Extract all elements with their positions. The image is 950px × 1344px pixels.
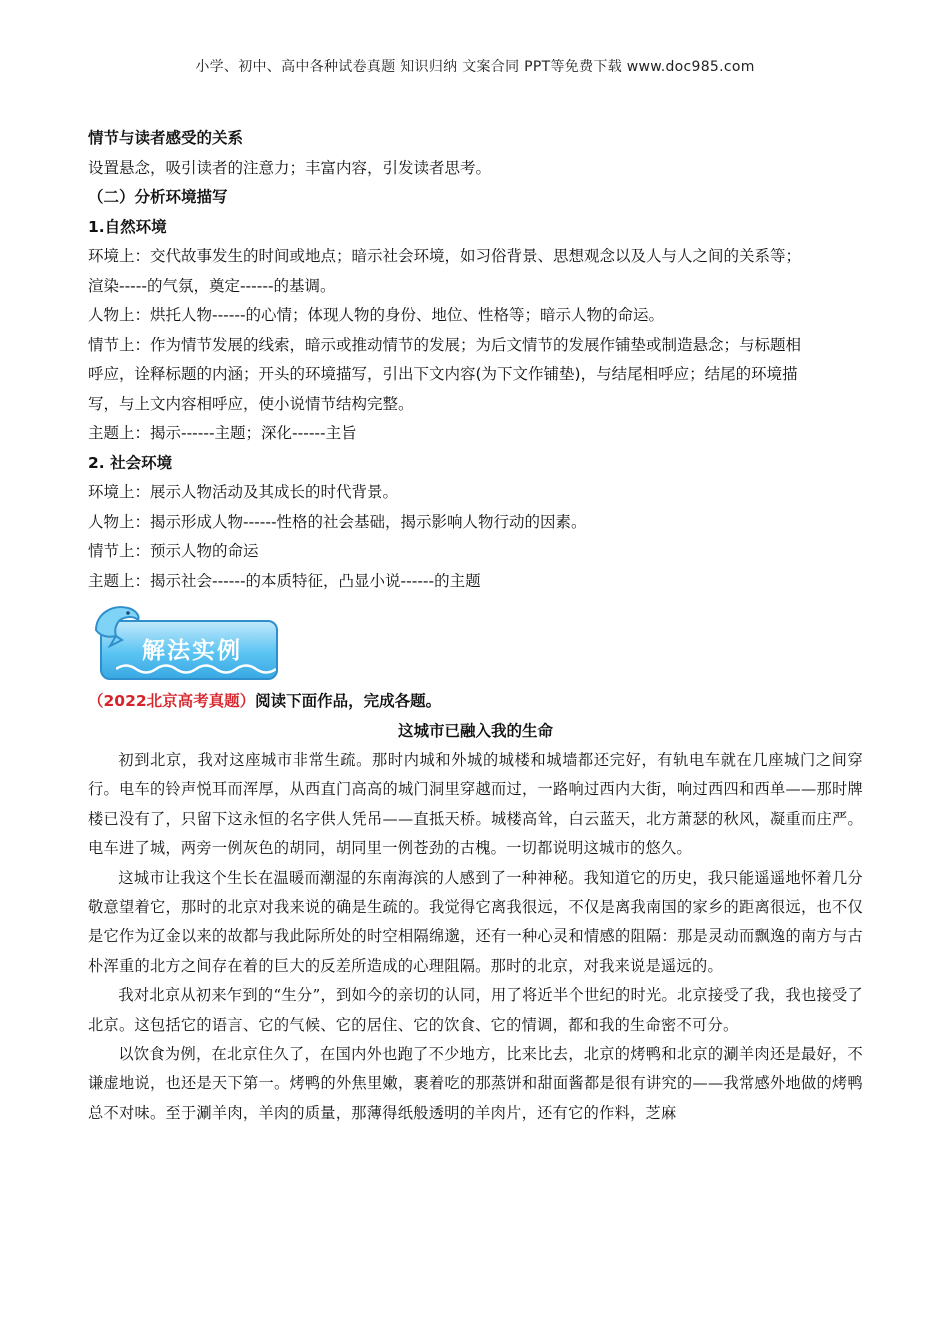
text-line: 设置悬念，吸引读者的注意力；丰富内容，引发读者思考。 xyxy=(88,158,492,177)
text-line: 人物上：揭示形成人物------性格的社会基础，揭示影响人物行动的因素。 xyxy=(88,512,587,531)
text-line: 情节上：预示人物的命运 xyxy=(88,542,259,560)
heading-environment: （二）分析环境描写 xyxy=(88,188,228,206)
question-intro xyxy=(88,686,863,716)
article-paragraph: 以饮食为例，在北京住久了，在国内外也跑了不少地方，比来比去，北京的烤鸭和北京的涮羊肉还是最好，不谦虚地说，也还是天下第一。烤鸭的外焦里嫩，裹着吃的那蒸饼和甜面酱都是很有讲究的——我常感外地做的烤鸭总不对味。至于涮羊肉，羊肉的质量，那薄得纸般透明的羊肉片，还有它的作料，芝麻 xyxy=(88,1045,863,1122)
text-line: 渲染-----的气氛，奠定------的基调。 xyxy=(88,276,336,295)
text-line: 主题上：揭示------主题；深化------主旨 xyxy=(88,424,357,442)
text-line: 情节上：作为情节发展的线索，暗示或推动情节的发展；为后文情节的发展作铺垫或制造悬念；与标题相 xyxy=(88,335,802,354)
text-line: 写，与上文内容相呼应，使小说情节结构完整。 xyxy=(88,394,414,413)
heading-social-environment: 2. 社会环境 xyxy=(88,453,173,472)
article-title: 这城市已融入我的生命 xyxy=(397,721,553,740)
question-source: （2022北京高考真题） xyxy=(88,692,256,710)
question-prompt: 阅读下面作品，完成各题。 xyxy=(255,692,442,710)
text-line: 呼应，诠释标题的内涵；开头的环境描写，引出下文内容(为下文作铺垫)，与结尾相呼应；结尾的环境描 xyxy=(88,365,798,383)
solution-example-badge xyxy=(88,600,863,686)
text-line: 环境上：交代故事发生的时间或地点；暗示社会环境，如习俗背景、思想观念以及人与人之间的关系等； xyxy=(88,247,802,265)
heading-natural-environment: 1.自然环境 xyxy=(88,217,167,236)
text-line: 主题上：揭示社会------的本质特征，凸显小说------的主题 xyxy=(88,571,481,590)
article-paragraph: 我对北京从初来乍到的“生分”，到如今的亲切的认同，用了将近半个世纪的时光。北京接受了我，我也接受了北京。这包括它的语言、它的气候、它的居住、它的饮食、它的情调，都和我的生命密不可分。 xyxy=(88,986,863,1034)
text-line: 环境上：展示人物活动及其成长的时代背景。 xyxy=(88,483,399,501)
article-paragraph: 这城市让我这个生长在温暖而潮湿的东南海滨的人感到了一种神秘。我知道它的历史，我只能遥遥地怀着几分敬意望着它，那时的北京对我来说的确是生疏的。我觉得它离我很远，不仅是离我南国的家乡的距离很远，也不仅是它作为辽金以来的故都与我此际所处的时空相隔绵邈，还有一种心灵和情感的阻隔：那是灵动而飘逸的南方与古朴浑重的北方之间存在着的巨大的反差所造成的心理阻隔。那时的北京，对我来说是遥远的。 xyxy=(88,868,863,975)
heading-plot-reader: 情节与读者感受的关系 xyxy=(88,129,244,147)
article xyxy=(88,746,863,1128)
text-line: 人物上：烘托人物------的心情；体现人物的身份、地位、性格等；暗示人物的命运。 xyxy=(88,306,665,324)
article-paragraph: 初到北京，我对这座城市非常生疏。那时内城和外城的城楼和城墙都还完好，有轨电车就在几座城门之间穿行。电车的铃声悦耳而浑厚，从西直门高高的城门洞里穿越而过，一路响过西内大街，响过西四和西单——那时牌楼已没有了，只留下这永恒的名字供人凭吊——直抵天桥。城楼高耸，白云蓝天，北方萧瑟的秋风，凝重而庄严。电车进了城，两旁一例灰色的胡同，胡同里一例苍劲的古槐。一切都说明这城市的悠久。 xyxy=(88,751,863,858)
dolphin-icon xyxy=(90,600,144,648)
document-body xyxy=(88,124,863,1128)
badge-label: 解法实例 xyxy=(142,638,242,664)
page-header: 小学、初中、高中各种试卷真题 知识归纳 文案合同 PPT等免费下载 www.doc985.com xyxy=(195,59,755,75)
